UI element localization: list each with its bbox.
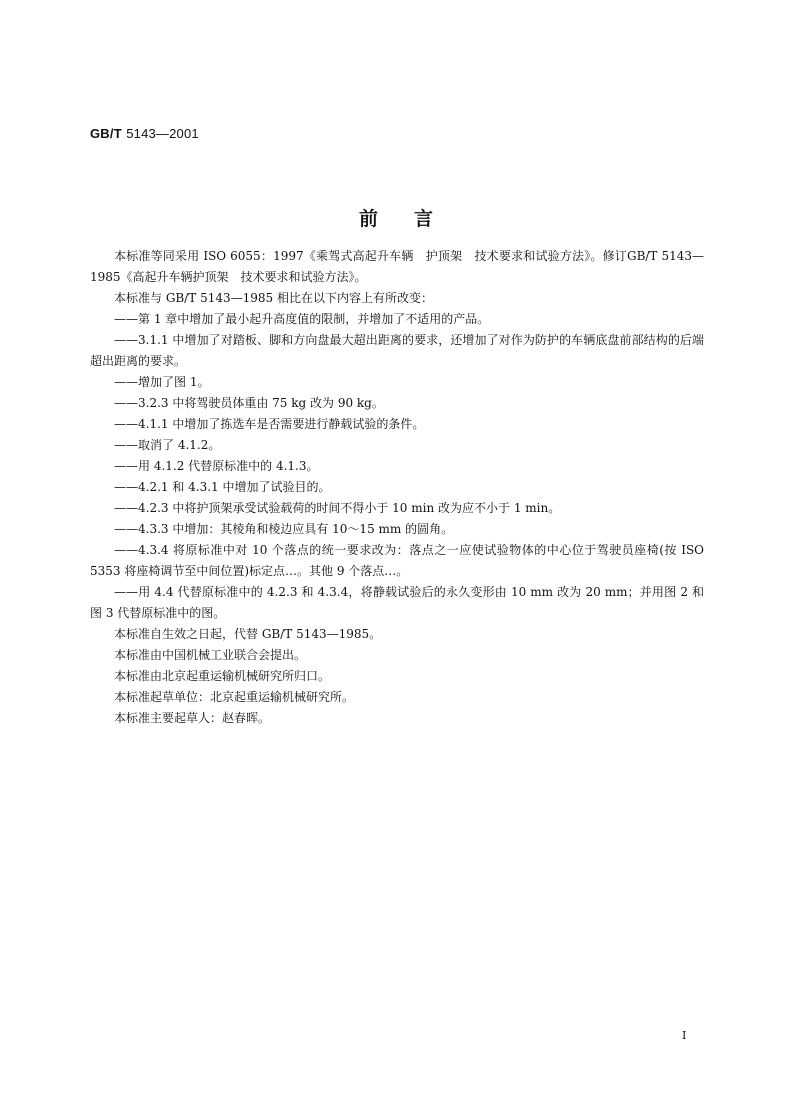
- page-title: 前言: [358, 208, 469, 230]
- foreword-body: [90, 246, 704, 729]
- change-item-chapter1: ——第 1 章中增加了最小起升高度值的限制，并增加了不适用的产品。: [114, 312, 490, 326]
- paragraph-proposed-by: 本标准由中国机械工业联合会提出。: [114, 648, 307, 662]
- change-item-4-1-1: ——4.1.1 中增加了拣选车是否需要进行静载试验的条件。: [114, 417, 425, 431]
- paragraph-supersedes: 本标准自生效之日起，代替 GB/T 5143—1985。: [114, 627, 382, 641]
- change-item-4-1-2-replace: ——用 4.1.2 代替原标准中的 4.1.3。: [114, 459, 319, 473]
- change-item-4-2-1: ——4.2.1 和 4.3.1 中增加了试验目的。: [114, 480, 331, 494]
- change-item-4-3-3: ——4.3.3 中增加：其棱角和棱边应具有 10～15 mm 的圆角。: [114, 522, 454, 536]
- paragraph-adoption: 本标准等同采用 ISO 6055：1997《乘驾式高起升车辆 护顶架 技术要求和试验方法》。修订GB/T 5143—1985《高起升车辆护顶架 技术要求和试验方法》。: [90, 249, 704, 284]
- change-item-4-3-4: ——4.3.4 将原标准中对 10 个落点的统一要求改为：落点之一应使试验物体的中心位于驾驶员座椅(按 ISO 5353 将座椅调节至中间位置)标定点…。其他 9 个落点…。: [90, 543, 704, 578]
- change-item-4-2-3: ——4.2.3 中将护顶架承受试验载荷的时间不得小于 10 min 改为应不小于 1 min。: [114, 501, 561, 515]
- standard-number: 5143—2001: [126, 126, 199, 141]
- standard-prefix: GB/T: [90, 126, 122, 141]
- paragraph-drafter: 本标准主要起草人：赵春晖。: [114, 711, 271, 725]
- paragraph-drafting-unit: 本标准起草单位：北京起重运输机械研究所。: [114, 690, 355, 704]
- paragraph-administered-by: 本标准由北京起重运输机械研究所归口。: [114, 669, 331, 683]
- change-item-4-1-2-removed: ——取消了 4.1.2。: [114, 438, 221, 452]
- change-item-figure1: ——增加了图 1。: [114, 375, 210, 389]
- change-item-4-4: ——用 4.4 代替原标准中的 4.2.3 和 4.3.4，将静载试验后的永久变形由 10 mm 改为 20 mm；并用图 2 和图 3 代替原标准中的图。: [90, 585, 704, 620]
- change-item-3-1-1: ——3.1.1 中增加了对踏板、脚和方向盘最大超出距离的要求，还增加了对作为防护的车辆底盘前部结构的后端超出距离的要求。: [90, 333, 704, 368]
- change-item-3-2-3: ——3.2.3 中将驾驶员体重由 75 kg 改为 90 kg。: [114, 396, 384, 410]
- document-header: [90, 126, 199, 142]
- paragraph-changes-intro: 本标准与 GB/T 5143—1985 相比在以下内容上有所改变：: [114, 291, 433, 305]
- page-number: I: [682, 1029, 687, 1042]
